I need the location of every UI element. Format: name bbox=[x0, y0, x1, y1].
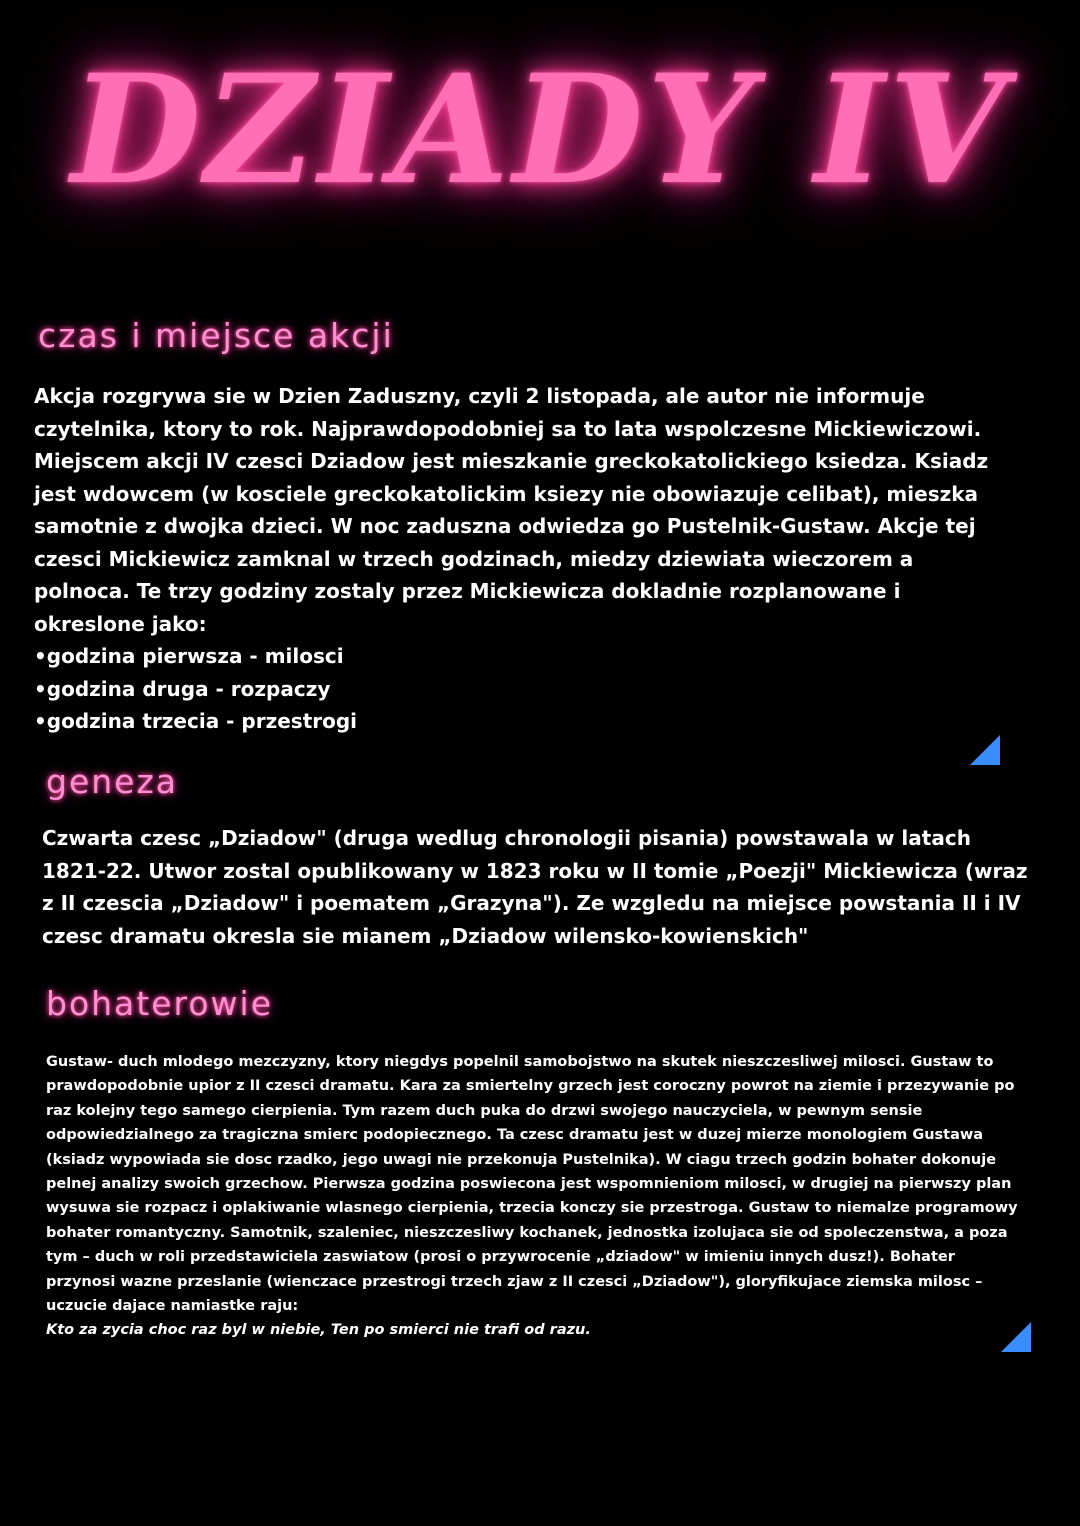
corner-triangle-icon bbox=[970, 735, 1000, 765]
page-title: DZIADY IV bbox=[70, 42, 1010, 218]
section-body-geneza bbox=[42, 822, 1035, 952]
hours-list bbox=[34, 640, 994, 738]
bohaterowie-paragraph: Gustaw- duch mlodego mezczyzny, ktory niegdys popelnil samobojstwo na skutek nieszczesliwej milosci. Gustaw to prawdopodobnie upior z II czesci dramatu. Kara za smiertelny grzech jest coroczny powrot na ziemie i przezywanie po raz kolejny tego samego cierpienia. Tym razem duch puka do drzwi swojego nauczyciela, w pewnym sensie odpowiedzialnego za tragiczna smierc podopiecznego. Ta czesc dramatu jest w duzej mierze monologiem Gustawa (ksiadz wypowiada sie dosc rzadko, jego uwagi nie przekonuja Pustelnika). W ciagu trzech godzin bohater dokonuje pelnej analizy swoich grzechow. Pierwsza godzina poswiecona jest wspomnieniom milosci, w drugiej na pierwszy plan wysuwa sie rozpacz i oplakiwanie wlasnego cierpienia, trzecia konczy sie przestroga. Gustaw to niemalze programowy bohater romantyczny. Samotnik, szaleniec, nieszczesliwy kochanek, jednostka izolujaca sie od spoleczenstwa, a poza tym – duch w roli przedstawiciela zaswiatow (prosi o przywrocenie „dziadow" w imieniu innych dusz!). Bohater przynosi wazne przeslanie (wienczace przestrogi trzech zjaw z II czesci „Dziadow"), gloryfikujace ziemska milosc – uczucie dajace namiastke raju: bbox=[46, 1054, 1023, 1315]
section-body-czas bbox=[34, 380, 994, 738]
list-item: •godzina druga - rozpaczy bbox=[34, 676, 331, 701]
section-heading-geneza: geneza bbox=[46, 762, 179, 801]
bohaterowie-quote: Kto za zycia choc raz byl w niebie, Ten po smierci nie trafi od razu. bbox=[46, 1322, 591, 1339]
section-body-bohaterowie bbox=[46, 1050, 1021, 1343]
section-heading-czas: czas i miejsce akcji bbox=[38, 316, 394, 355]
section-heading-bohaterowie: bohaterowie bbox=[46, 984, 274, 1023]
list-item: •godzina trzecia - przestrogi bbox=[34, 709, 358, 733]
geneza-paragraph: Czwarta czesc „Dziadow" (druga wedlug chronologii pisania) powstawala w latach 1821-22. Utwor zostal opublikowany w 1823 roku w II tomie „Poezji" Mickiewicza (wraz z II czescia „Dziadow" i poematem „Grazyna"). Ze wzgledu na miejsce powstania II i IV czesc dramatu okresla sie mianem „Dziadow wilensko-kowienskich" bbox=[42, 826, 1035, 948]
czas-paragraph: Akcja rozgrywa sie w Dzien Zaduszny, czyli 2 listopada, ale autor nie informuje czytelnika, ktory to rok. Najprawdopodobniej sa to lata wspolczesne Mickiewiczowi. Miejscem akcji IV czesci Dziadow jest mieszkanie greckokatolickiego ksiedza. Ksiadz jest wdowcem (w kosciele greckokatolickim ksiezy nie obowiazuje celibat), mieszka samotnie z dwojka dzieci. W noc zaduszna odwiedza go Pustelnik-Gustaw. Akcje tej czesci Mickiewicz zamknal w trzech godzinach, miedzy dziewiata wieczorem a polnoca. Te trzy godziny zostaly przez Mickiewicza dokladnie rozplanowane i okreslone jako: bbox=[34, 384, 996, 636]
list-item: •godzina pierwsza - milosci bbox=[34, 644, 344, 668]
corner-triangle-icon bbox=[1001, 1322, 1031, 1352]
